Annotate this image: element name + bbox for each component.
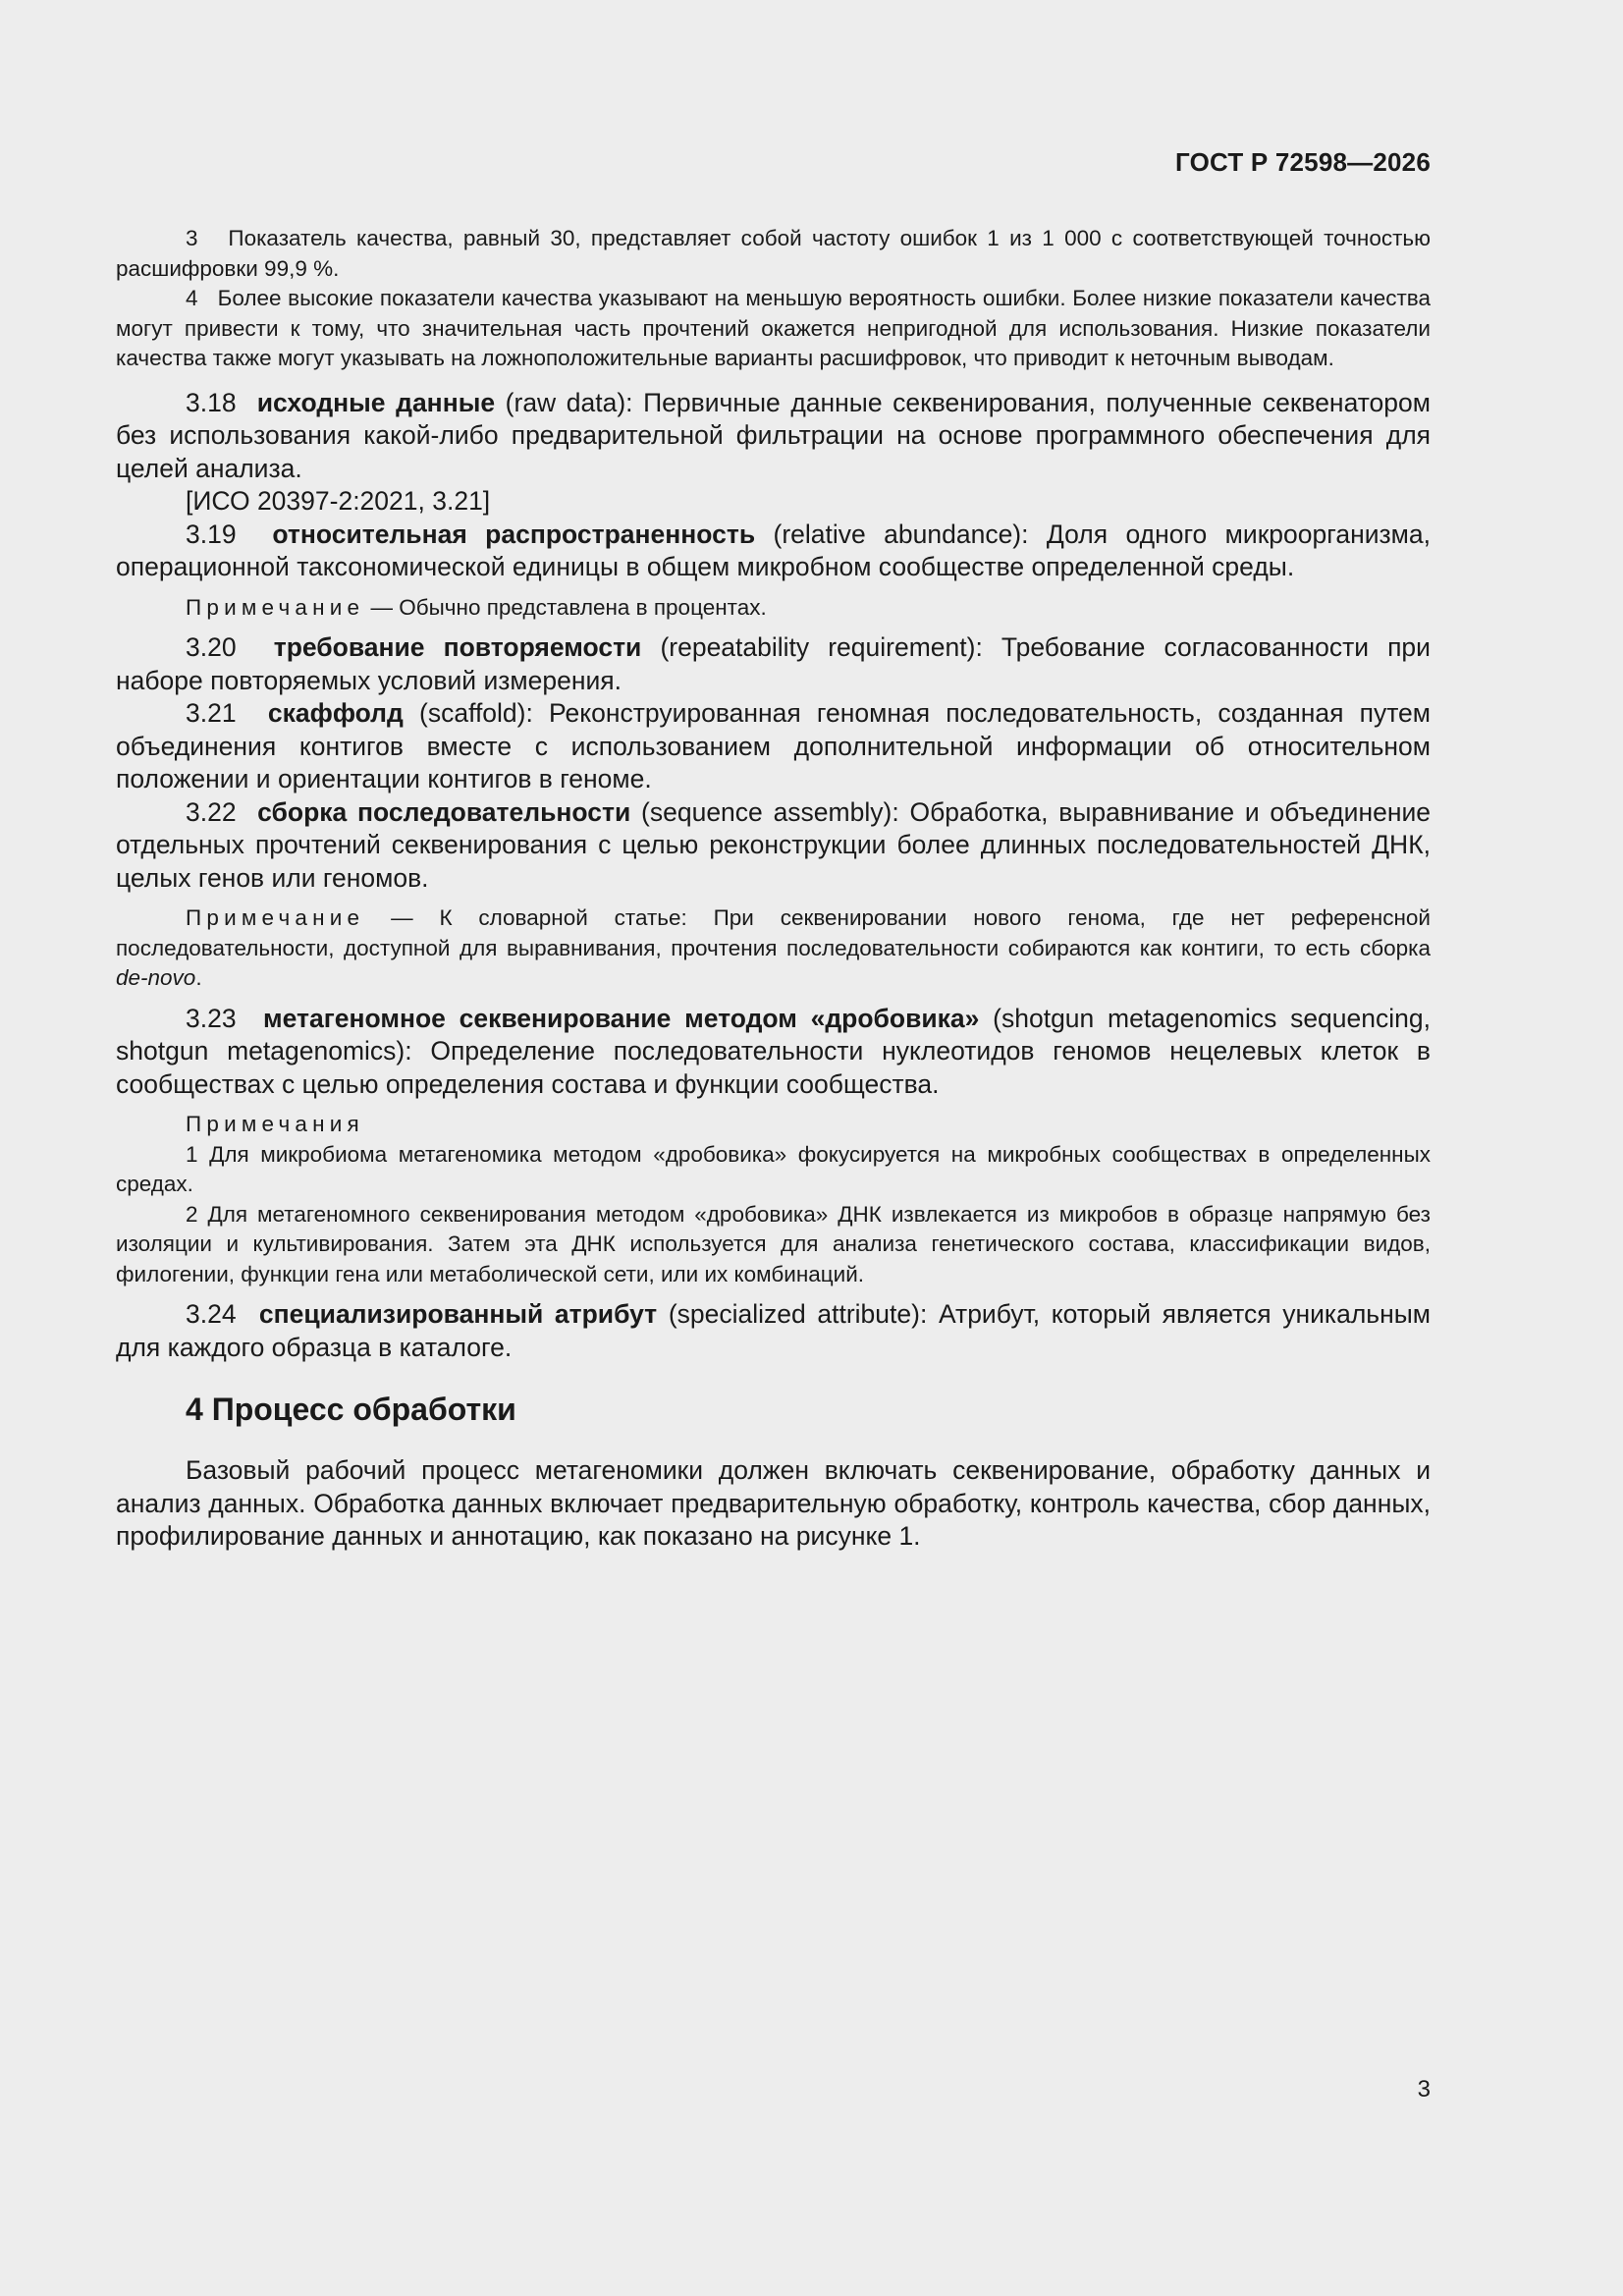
term-name: метагеномное секвенирование методом «дробовика»: [263, 1003, 980, 1033]
note-3: [116, 224, 1431, 284]
term-number: 3.21: [186, 698, 237, 728]
source-reference: [ИСО 20397-2:2021, 3.21]: [186, 486, 491, 516]
term-name: специализированный атрибут: [258, 1299, 658, 1329]
term-note: [116, 593, 1431, 624]
notes-heading: [116, 1110, 1431, 1140]
term-definition: (scaffold): Реконструированная геномная последовательность, созданная путем объединения контигов вместе с использованием дополнительной информации об относительном положении и ориентации контигов в геноме.: [116, 698, 1431, 793]
section-body: Базовый рабочий процесс метагеномики должен включать секвенирование, обработку данных и анализ данных. Обработка данных включает предварительную обработку, контроль качества, сбор данных, профилирование данных и аннотацию, как показано на рисунке 1.: [116, 1455, 1431, 1551]
term-note-1: [116, 1140, 1431, 1200]
note-4: [116, 284, 1431, 374]
note-number: 4: [186, 286, 198, 310]
term-entry-3-24: [116, 1298, 1431, 1364]
note-text: Для микробиома метагеномика методом «дробовика» фокусируется на микробных сообществах в определенных средах.: [116, 1141, 1431, 1196]
term-entry-3-23: [116, 1003, 1431, 1102]
term-number: 3.19: [186, 519, 237, 549]
note-label: Примечание: [186, 594, 365, 620]
term-number: 3.20: [186, 632, 237, 662]
term-entry-3-22: [116, 796, 1431, 896]
term-entry-3-21: [116, 697, 1431, 796]
note-label: Примечание: [186, 905, 365, 930]
term-note-2: [116, 1200, 1431, 1290]
note-text: — Обычно представлена в процентах.: [370, 594, 767, 620]
note-text: Показатель качества, равный 30, представляет собой частоту ошибок 1 из 1 000 с соответствующей точностью расшифровки 99,9 %.: [116, 226, 1431, 281]
term-name: сборка последовательности: [257, 796, 631, 827]
section-heading: 4 Процесс обработки: [186, 1392, 516, 1427]
note-text: — К словарной статье: При секвенировании нового генома, где нет референсной последовательности, доступной для выравнивания, прочтения последовательности собираются как контиги, то есть сборка: [116, 905, 1431, 960]
note-end: .: [195, 965, 202, 990]
note-text: Более высокие показатели качества указывают на меньшую вероятность ошибки. Более низкие показатели качества могут привести к тому, что значительная часть прочтений окажется непригодной для использования. Низкие показатели качества также могут указывать на ложноположительные варианты расшифровок, что приводит к неточным выводам.: [116, 286, 1432, 370]
term-definition: (sequence assembly): Обработка, выравнивание и объединение отдельных прочтений секвенирования с целью реконструкции более длинных последовательностей ДНК, целых генов или геномов.: [116, 796, 1431, 893]
note-number: 2: [186, 1201, 198, 1227]
term-note: [116, 903, 1431, 994]
term-definition: (relative abundance): Доля одного микроорганизма, операционной таксономической единицы в общем микробном сообществе определенной среды.: [116, 519, 1431, 581]
term-number: 3.23: [186, 1003, 237, 1033]
term-definition: (repeatability requirement): Требование согласованности при наборе повторяемых условий измерения.: [116, 632, 1431, 695]
page-number: 3: [1417, 2076, 1431, 2103]
term-definition: (shotgun metagenomics sequencing, shotgun metagenomics): Определение последовательности нуклеотидов геномов нецелевых клеток в сообществах с целью определения состава и функции сообщества.: [116, 1003, 1431, 1099]
term-definition: (raw data): Первичные данные секвенирования, полученные секвенатором без использования какой-либо предварительной фильтрации на основе программного обеспечения для целей анализа.: [116, 387, 1431, 483]
term-source: [116, 485, 1431, 519]
page-content: [116, 224, 1431, 1554]
note-text: Для метагеномного секвенирования методом «дробовика» ДНК извлекается из микробов в образце напрямую без изоляции и культивирования. Затем эта ДНК используется для анализа генетического состава, классификации видов, филогении, функции гена или метаболической сети, или их комбинаций.: [116, 1201, 1431, 1286]
term-number: 3.24: [186, 1299, 237, 1329]
term-number: 3.22: [186, 796, 237, 827]
term-name: скаффолд: [267, 698, 404, 728]
term-name: исходные данные: [256, 387, 496, 417]
note-number: 1: [186, 1141, 198, 1167]
term-definition: (specialized attribute): Атрибут, который является уникальным для каждого образца в каталоге.: [116, 1299, 1431, 1362]
term-name: требование повторяемости: [273, 632, 642, 662]
note-italic-term: de-novo: [116, 965, 196, 990]
note-number: 3: [186, 226, 198, 250]
term-entry-3-19: [116, 519, 1431, 584]
document-id-header: ГОСТ Р 72598—2026: [1175, 147, 1431, 177]
notes-label: Примечания: [186, 1112, 364, 1136]
term-name: относительная распространенность: [272, 519, 756, 549]
term-entry-3-18: [116, 387, 1431, 486]
term-number: 3.18: [186, 387, 237, 417]
term-entry-3-20: [116, 631, 1431, 697]
